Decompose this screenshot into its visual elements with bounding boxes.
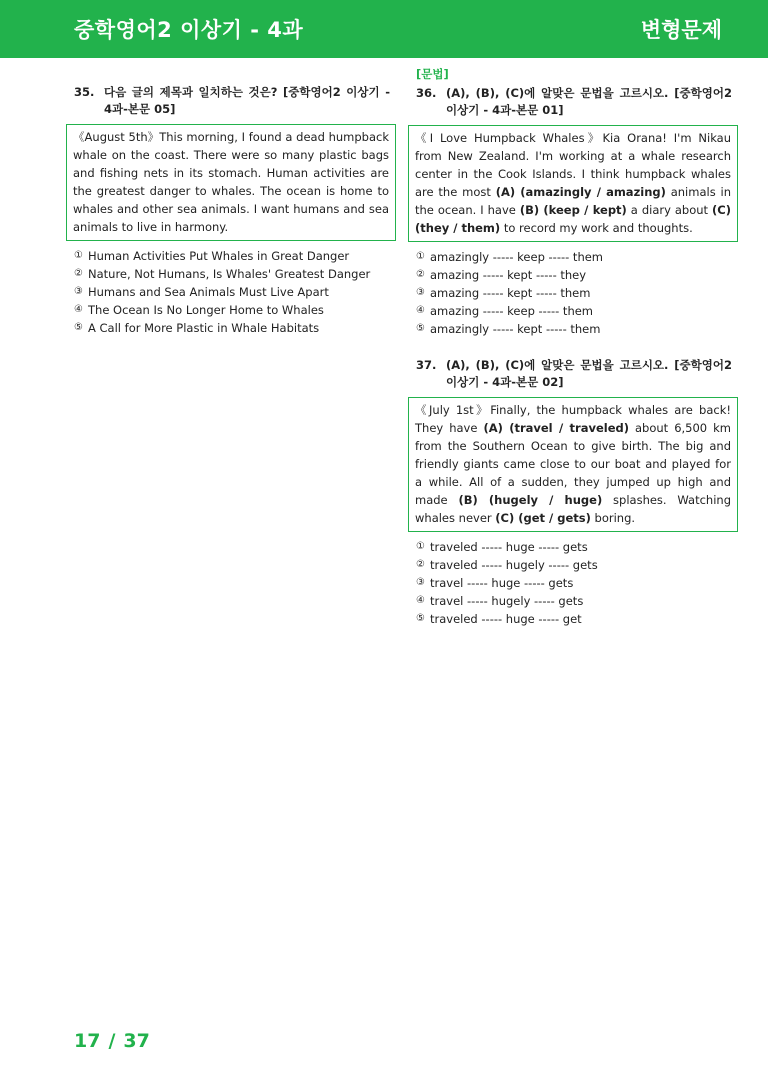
passage-box — [66, 124, 396, 241]
choice-list — [66, 247, 396, 337]
choice-number: ③ — [416, 577, 425, 588]
choice-number: ③ — [74, 286, 83, 297]
passage-text: a diary about — [626, 203, 713, 217]
right-column — [408, 66, 738, 628]
choice-text: travel ----- hugely ----- gets — [430, 594, 584, 608]
choice-list — [408, 538, 738, 628]
choice-number: ② — [416, 559, 425, 570]
choice-item — [416, 574, 738, 592]
choice-number: ⑤ — [74, 322, 83, 333]
choice-item — [416, 592, 738, 610]
passage-box — [408, 397, 738, 532]
choice-item — [416, 320, 738, 338]
choice-text: The Ocean Is No Longer Home to Whales — [88, 303, 324, 317]
choice-text: travel ----- huge ----- gets — [430, 576, 574, 590]
choice-number: ① — [416, 541, 425, 552]
choice-item — [416, 266, 738, 284]
choice-number: ② — [416, 269, 425, 280]
passage-text: animals in the ocean. I have — [415, 185, 731, 217]
question-35 — [66, 84, 396, 337]
question-header — [66, 84, 396, 118]
current-page: 17 — [74, 1030, 101, 1052]
choice-text: traveled ----- hugely ----- gets — [430, 558, 598, 572]
blank-option: (A) (travel / traveled) — [483, 421, 629, 435]
blank-option: (C) (they / them) — [415, 203, 731, 235]
choice-number: ③ — [416, 287, 425, 298]
total-pages: 37 — [123, 1030, 150, 1052]
choice-list — [408, 248, 738, 338]
question-header — [408, 357, 738, 391]
choice-text: Humans and Sea Animals Must Live Apart — [88, 285, 329, 299]
choice-number: ② — [74, 268, 83, 279]
passage-text: boring. — [590, 511, 636, 525]
passage-text: 《August 5th》This morning, I found a dead humpback whale on the coast. There were so many plastic bags and fishing nets in its stomach. Human activities are the greatest danger to whales. The ocean is home to whales and other sea animals. I want humans and sea animals to live in harmony. — [73, 130, 389, 234]
choice-text: Nature, Not Humans, Is Whales' Greatest Danger — [88, 267, 371, 281]
choice-item — [416, 610, 738, 628]
choice-text: amazing ----- kept ----- them — [430, 286, 591, 300]
choice-item — [74, 247, 396, 265]
question-category: [문법] — [416, 67, 449, 81]
section-tag: 변형문제 — [640, 18, 722, 42]
choice-item — [74, 265, 396, 283]
choice-item — [416, 556, 738, 574]
choice-number: ⑤ — [416, 613, 425, 624]
page-number — [74, 1030, 150, 1052]
choice-number: ④ — [416, 305, 425, 316]
choice-number: ⑤ — [416, 323, 425, 334]
choice-item — [416, 284, 738, 302]
choice-item — [74, 301, 396, 319]
passage-box — [408, 125, 738, 242]
choice-number: ④ — [416, 595, 425, 606]
passage-text: splashes. Watching whales never — [415, 493, 731, 525]
question-prompt: 다음 글의 제목과 일치하는 것은? [중학영어2 이상기 - 4과-본문 05] — [104, 85, 390, 116]
page-title: 중학영어2 이상기 - 4과 — [74, 18, 304, 42]
passage-text: 《July 1st》Finally, the humpback whales are back! They have — [415, 403, 731, 435]
question-number: 36. — [416, 86, 437, 100]
choice-number: ① — [416, 251, 425, 262]
passage-text: 《I Love Humpback Whales》Kia Orana! I'm Nikau from New Zealand. I'm working at a whale research center in the Cook Islands. I think humpback whales are the most — [415, 131, 731, 199]
question-prompt: (A), (B), (C)에 알맞은 문법을 고르시오. [중학영어2 이상기 - 4과-본문 02] — [446, 358, 732, 389]
blank-option: (A) (amazingly / amazing) — [495, 185, 666, 199]
choice-item — [74, 319, 396, 337]
choice-text: A Call for More Plastic in Whale Habitats — [88, 321, 320, 335]
choice-item — [416, 248, 738, 266]
passage-text: about 6,500 km from the Southern Ocean to give birth. The big and friendly giants came close to our boat and played for a while. All of a sudden, they jumped up high and made — [415, 421, 731, 507]
choice-text: Human Activities Put Whales in Great Danger — [88, 249, 350, 263]
question-37 — [408, 357, 738, 628]
choice-text: traveled ----- huge ----- gets — [430, 540, 588, 554]
choice-text: amazingly ----- keep ----- them — [430, 250, 604, 264]
blank-option: (C) (get / gets) — [495, 511, 591, 525]
choice-text: amazing ----- kept ----- they — [430, 268, 587, 282]
question-number: 35. — [74, 85, 95, 99]
choice-item — [416, 302, 738, 320]
question-header — [408, 85, 738, 119]
choice-text: amazing ----- keep ----- them — [430, 304, 594, 318]
choice-text: traveled ----- huge ----- get — [430, 612, 582, 626]
page-header — [0, 0, 768, 58]
choice-text: amazingly ----- kept ----- them — [430, 322, 601, 336]
left-column — [66, 84, 396, 337]
blank-option: (B) (hugely / huge) — [458, 493, 603, 507]
choice-item — [74, 283, 396, 301]
choice-number: ① — [74, 250, 83, 261]
blank-option: (B) (keep / kept) — [519, 203, 627, 217]
question-number: 37. — [416, 358, 437, 372]
choice-number: ④ — [74, 304, 83, 315]
page-separator: / — [108, 1030, 116, 1052]
question-36 — [408, 66, 738, 338]
question-prompt: (A), (B), (C)에 알맞은 문법을 고르시오. [중학영어2 이상기 - 4과-본문 01] — [446, 86, 732, 117]
choice-item — [416, 538, 738, 556]
passage-text: to record my work and thoughts. — [500, 221, 693, 235]
